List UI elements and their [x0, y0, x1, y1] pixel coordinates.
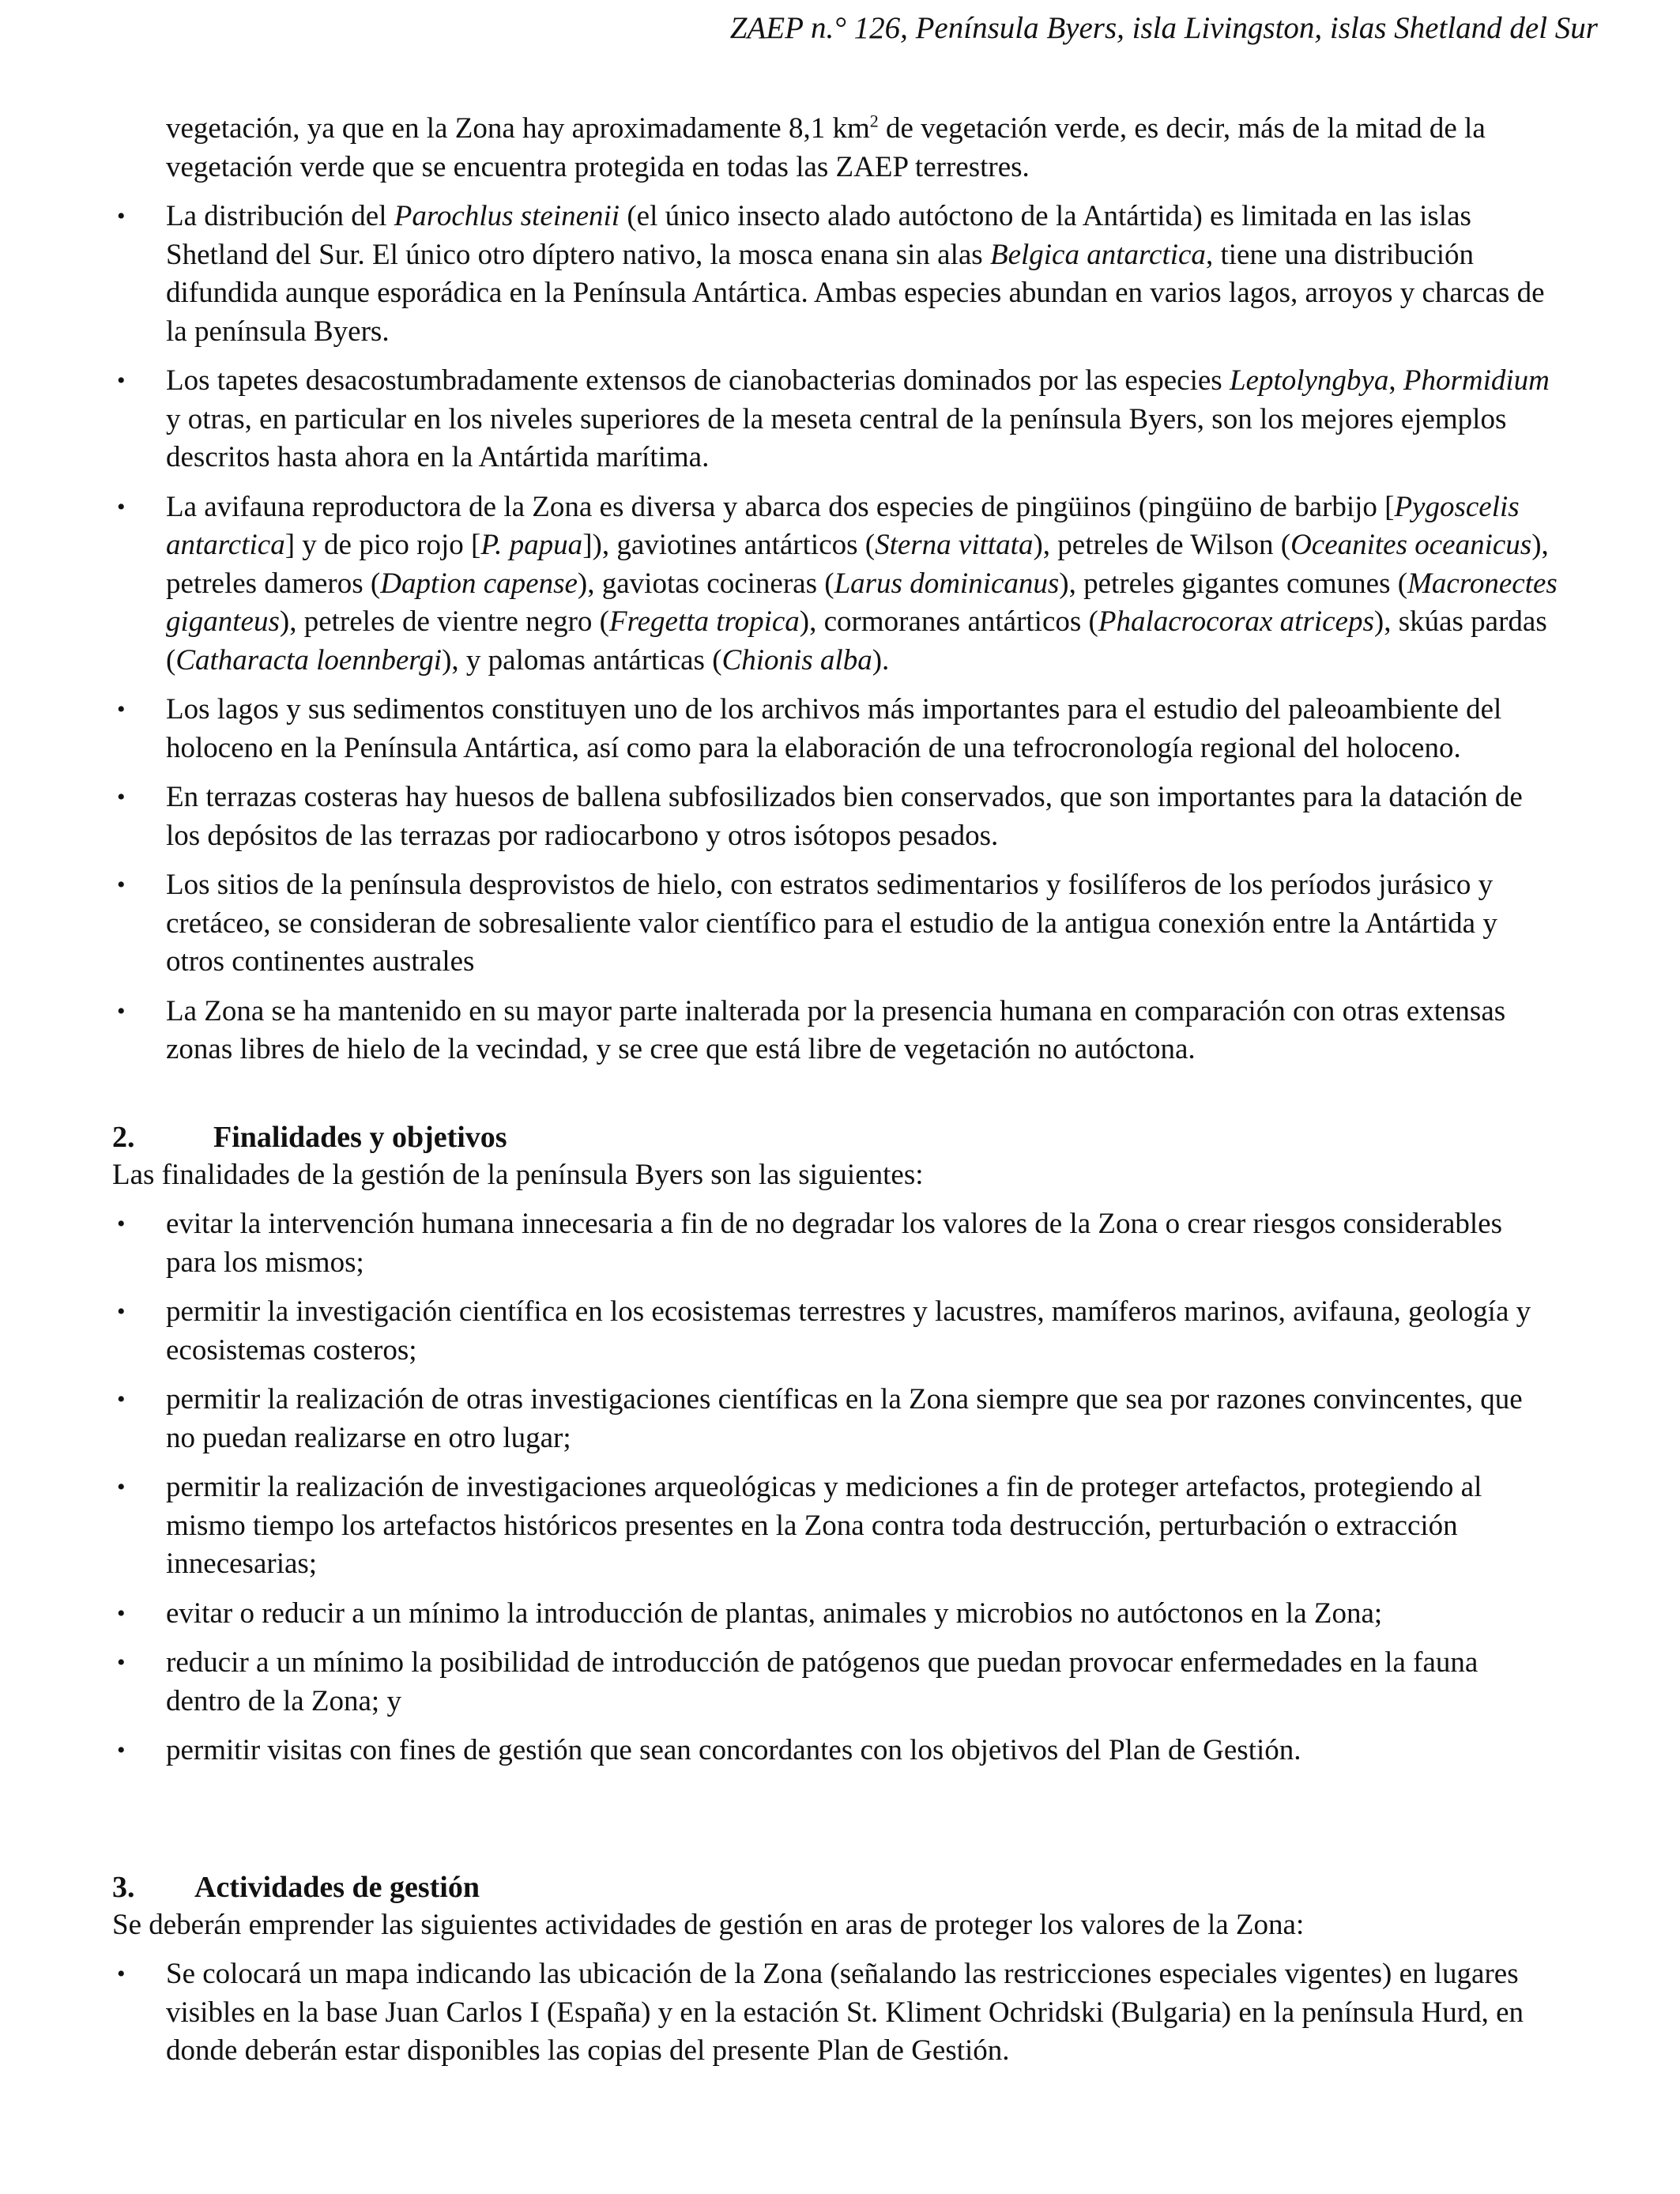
section-number: 2.: [112, 1120, 135, 1154]
bullet-icon: •: [117, 1474, 126, 1500]
list-item: [112, 1955, 1558, 2071]
bullet-icon: •: [117, 493, 126, 520]
section-intro: Las finalidades de la gestión de la península Byers son las siguientes:: [112, 1158, 924, 1191]
species-name: Daption capense: [380, 567, 578, 600]
text-run: La avifauna reproductora de la Zona es diversa y abarca dos especies de pingüinos (pingüino de barbijo [: [166, 490, 1395, 523]
text-run: Los lagos y sus sedimentos constituyen uno de los archivos más importantes para el estudio del paleoambiente del holoceno en la Península Antártica, así como para la elaboración de una tefrocronología regional del holoceno.: [166, 693, 1502, 764]
list-item: [112, 1595, 1558, 1634]
management-activities-list: [112, 1955, 1558, 2071]
bullet-icon: •: [117, 203, 126, 229]
bullet-icon: •: [117, 1299, 126, 1325]
species-name: Phormidium: [1403, 364, 1550, 397]
species-name: Belgica antarctica: [989, 238, 1206, 271]
list-item: [112, 993, 1558, 1069]
list-item: [112, 362, 1558, 477]
text-run: ), gaviotas cocineras (: [577, 567, 834, 600]
list-item: [112, 198, 1558, 351]
text-run: ), petreles dameros (: [166, 529, 1549, 600]
list-item-text: reducir a un mínimo la posibilidad de introducción de patógenos que puedan provocar enfermedades en la fauna dentro de la Zona; y: [166, 1646, 1478, 1717]
list-item: [112, 866, 1558, 982]
list-item-text: permitir la investigación científica en los ecosistemas terrestres y lacustres, mamíferos marinos, avifauna, geología y ecosistemas costeros;: [166, 1295, 1531, 1367]
text-run: La distribución del: [166, 200, 394, 232]
list-item: [112, 1293, 1558, 1370]
bullet-icon: •: [117, 1386, 126, 1412]
species-name: Catharacta loennbergi: [175, 643, 443, 677]
list-item: [112, 1381, 1558, 1457]
section-title: Finalidades y objetivos: [213, 1120, 507, 1154]
bullet-icon: •: [117, 1961, 126, 1987]
bullet-icon: •: [117, 784, 126, 810]
section-title: Actividades de gestión: [194, 1870, 480, 1904]
text-run: ), skúas pardas (: [166, 605, 1547, 677]
text-run: (el único insecto alado autóctono de la Antártida) es limitada en las islas Shetland del Sur. El único otro díptero nativo, la mosca enana sin alas: [166, 200, 1471, 271]
text-run: En terrazas costeras hay huesos de ballena subfosilizados bien conservados, que son importantes para la datación de los depósitos de las terrazas por radiocarbono y otros isótopos pesados.: [166, 781, 1523, 852]
text-run: ), petreles gigantes comunes (: [1059, 567, 1408, 600]
species-name: Pygoscelis antarctica: [166, 490, 1520, 561]
list-item-text: permitir la realización de otras investigaciones científicas en la Zona siempre que sea por razones convincentes, que no puedan realizarse en otro lugar;: [166, 1383, 1523, 1454]
species-name: Oceanites oceanicus: [1290, 529, 1532, 561]
text-run: ,: [1388, 364, 1403, 397]
text-run: , tiene una distribución difundida aunque esporádica en la Península Antártica. Ambas especies abundan en varios lagos, arroyos y charcas de la península Byers.: [166, 238, 1545, 348]
bullet-icon: •: [117, 997, 126, 1024]
bullet-icon: •: [117, 696, 126, 722]
species-name: Macronectes giganteus: [166, 567, 1558, 638]
text-run: de vegetación verde, es decir, más de la mitad de la vegetación verde que se encuentra protegida en todas las ZAEP terrestres.: [166, 112, 1486, 183]
species-name: Phalacrocorax atriceps: [1098, 605, 1374, 638]
list-item: [112, 778, 1558, 855]
zone-values-list: [112, 198, 1558, 1069]
text-run: ] y de pico rojo [: [284, 529, 481, 561]
bullet-icon: •: [117, 1737, 126, 1763]
text-run: La Zona se ha mantenido en su mayor parte inalterada por la presencia humana en comparación con otras extensas zonas libres de hielo de la vecindad, y se cree que está libre de vegetación no autóctona.: [166, 994, 1506, 1065]
superscript: 2: [869, 111, 879, 131]
text-run: Los sitios de la península desprovistos de hielo, con estratos sedimentarios y fosilíferos de los períodos jurásico y cretáceo, se consideran de sobresaliente valor científico para el estudio de la antigua conexión entre la Antártida y otros continentes australes: [166, 869, 1497, 978]
text-run: ).: [872, 643, 890, 677]
section-intro: Se deberán emprender las siguientes actividades de gestión en aras de proteger los valores de la Zona:: [112, 1908, 1305, 1941]
species-name: Larus dominicanus: [834, 567, 1060, 600]
list-item: [112, 1205, 1558, 1282]
running-header: ZAEP n.° 126, Península Byers, isla Livingston, islas Shetland del Sur: [729, 11, 1598, 45]
list-item-text: Se colocará un mapa indicando las ubicación de la Zona (señalando las restricciones especiales vigentes) en lugares visibles en la base Juan Carlos I (España) y en la estación St. Kliment Ochridski (Bulgaria) en la península Hurd, en donde deberán estar disponibles las copias del presente Plan de Gestión.: [166, 1958, 1524, 2067]
section-number: 3.: [112, 1870, 135, 1904]
text-run: ), y palomas antárticas (: [442, 643, 722, 677]
text-run: ), petreles de vientre negro (: [279, 605, 609, 638]
list-item: [112, 691, 1558, 767]
text-run: ), petreles de Wilson (: [1033, 529, 1291, 561]
list-item-text: evitar la intervención humana innecesaria a fin de no degradar los valores de la Zona o crear riesgos considerables para los mismos;: [166, 1208, 1502, 1279]
species-name: P. papua: [480, 529, 583, 561]
list-item: [112, 1468, 1558, 1584]
bullet-icon: •: [117, 872, 126, 898]
text-run: ]), gaviotines antárticos (: [582, 529, 876, 561]
list-item-text: permitir la realización de investigaciones arqueológicas y mediciones a fin de proteger artefactos, protegiendo al mismo tiempo los artefactos históricos presentes en la Zona contra toda destrucción, perturbación o extracción innecesarias;: [166, 1471, 1482, 1580]
bullet-icon: •: [117, 368, 126, 394]
list-item: [112, 488, 1558, 680]
species-name: Leptolyngbya: [1229, 364, 1389, 397]
species-name: Fregetta tropica: [608, 605, 800, 638]
section-heading-3: [112, 1868, 1558, 1906]
bullet-icon: •: [117, 1649, 126, 1676]
list-item-text: permitir visitas con fines de gestión que sean concordantes con los objetivos del Plan de Gestión.: [166, 1734, 1301, 1766]
list-item-text: evitar o reducir a un mínimo la introducción de plantas, animales y microbios no autóctonos en la Zona;: [166, 1596, 1383, 1630]
text-run: ), cormoranes antárticos (: [799, 605, 1098, 638]
bullet-icon: •: [117, 1600, 126, 1627]
text-run: vegetación, ya que en la Zona hay aproximadamente 8,1 km: [166, 112, 870, 145]
section-heading-2: [112, 1118, 1558, 1156]
objectives-list: [112, 1205, 1558, 1770]
document-body: [112, 110, 1558, 2082]
bullet-icon: •: [117, 1211, 126, 1237]
species-name: Sterna vittata: [875, 529, 1034, 561]
text-run: y otras, en particular en los niveles superiores de la meseta central de la península Byers, son los mejores ejemplos descritos hasta ahora en la Antártida marítima.: [166, 402, 1507, 473]
list-item: [112, 1644, 1558, 1721]
continuation-paragraph: [112, 110, 1558, 187]
species-name: Chionis alba: [721, 643, 872, 677]
text-run: Los tapetes desacostumbradamente extensos de cianobacterias dominados por las especies: [166, 364, 1230, 397]
species-name: Parochlus steinenii: [394, 200, 620, 232]
list-item: [112, 1732, 1558, 1770]
